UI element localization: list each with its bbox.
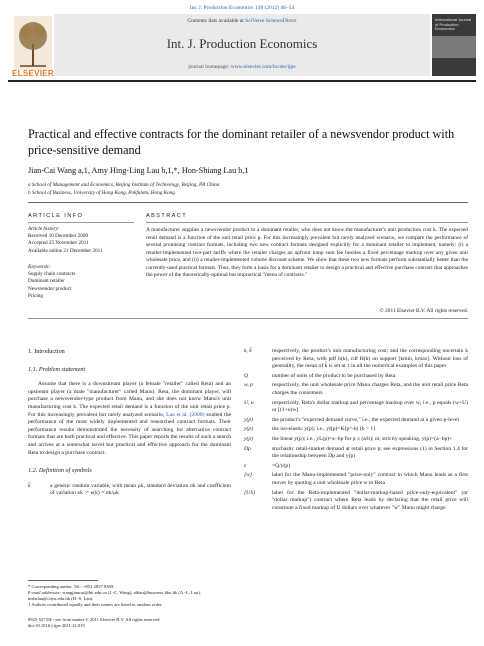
intro-text-b: studied the performance of the most widely implemented and researched contract formats. Their performance results demonstrated the necessity of searching for alternative contract formats that are both practical and effective. This paper reports the results of such a search and arrives at a somewhat novel but practical and effective approach for the dominant Reta to design a purchase contract. xyxy=(28,411,231,456)
symbol: k̃ xyxy=(28,482,31,489)
symbol-row xyxy=(28,483,231,498)
body-right-column xyxy=(244,348,468,514)
contents-prefix: Contents lists available at xyxy=(187,18,244,24)
citation-link[interactable]: Lau et al. (2008) xyxy=(166,411,205,418)
symbol-definition: respectively, Reta's dollar markup and percentage markup over w; i.e., p equals (w+U) or [(1+u)w] xyxy=(272,399,468,414)
subsection-heading-symbols: 1.2. Definition of symbols xyxy=(28,467,92,475)
email-note xyxy=(28,590,231,602)
symbol: y(p) xyxy=(244,435,254,442)
keyword: Dominant retailer xyxy=(28,278,65,285)
symbol-definition: the linear y(p); i.e., yL(p)=a−bp for p ≤ (a/b); or, strictly speaking, y(p)=(a−bp)+ xyxy=(272,435,453,442)
section-rule xyxy=(28,202,468,203)
symbol-definition: a generic random variable, with mean μk, standard deviation σk and coefficient of variation κk := κ(k) = σk/μk xyxy=(50,482,231,497)
copyright-notice: © 2011 Elsevier B.V. All rights reserved. xyxy=(379,308,468,314)
symbol-row xyxy=(244,446,468,461)
keywords xyxy=(28,264,134,300)
subsection-heading-problem: 1.1. Problem statement xyxy=(28,365,86,373)
intro-text-a: Assume that there is a downstream player (a female "retailer" called Reta) and an upstream player (a male "manufacturer" called Manu). Reta, the dominant player, will purchase a newsvendor-type product from Manu, and she does not know Manu's unit manufacturing cost k. The expected retail demand is a function of the unit retail price p. For this increasingly prevalent but rarely analyzed scenario, xyxy=(28,381,231,418)
symbol: [US] xyxy=(244,489,256,496)
header-rule xyxy=(8,80,476,82)
affiliation-b: b School of Business, University of Hong Kong, Pokfulam, Hong Kong xyxy=(28,189,175,196)
affiliation-a: a School of Management and Economics, Beijing Institute of Technology, Beijing, PR China xyxy=(28,182,220,188)
symbol-row xyxy=(244,382,468,397)
symbol-row xyxy=(244,472,468,487)
keyword: Pricing xyxy=(28,292,43,299)
body-rule xyxy=(28,318,468,319)
footnotes xyxy=(28,584,231,608)
equal-contribution-note: 1 Authors contributed equally and their names are listed in random order. xyxy=(28,602,163,607)
issn-doi xyxy=(28,617,258,629)
issn-line: 0925-5273/$ - see front matter © 2011 Elsevier B.V. All rights reserved. xyxy=(28,617,161,622)
symbol: Dp xyxy=(244,445,251,452)
symbol-row xyxy=(244,463,468,471)
symbol-definition: stochastic retail-market demand at retail price p; see expressions (1) in Section 1.4 for the relationship between Dp and y(p) xyxy=(272,445,468,460)
email-addresses: wangjiancai@bit.edu.cn (J.-C. Wang), ahlau@business.hku.hk (A.-L. Lau), mshslau@cityu.edu.hk (H.-S. Lau). xyxy=(28,590,201,601)
symbol: w, p xyxy=(244,382,253,389)
symbol-row xyxy=(244,400,468,415)
symbol: z xyxy=(244,462,247,469)
abstract-rule xyxy=(146,222,468,223)
contents-line xyxy=(54,18,430,24)
symbol-definition: number of units of the product to be purchased by Reta xyxy=(272,372,396,379)
cover-title: International Journal of Production Economics xyxy=(435,17,472,32)
symbol: [w] xyxy=(244,472,253,479)
article-history xyxy=(28,226,134,255)
symbol-row xyxy=(244,417,468,425)
history-accepted: Accepted 25 November 2011 xyxy=(28,240,89,247)
homepage-prefix: journal homepage: xyxy=(188,64,230,70)
author-list: Jian-Cai Wang a,1, Amy Hing-Ling Lau b,1,*, Hon-Shiang Lau b,1 xyxy=(28,166,249,175)
intro-paragraph xyxy=(28,381,231,457)
footnote-rule xyxy=(28,580,98,581)
journal-reference: Int. J. Production Economics 138 (2012) 46–54 xyxy=(189,5,295,11)
email-label: E-mail addresses: xyxy=(28,590,62,595)
history-received: Received 10 December 2009 xyxy=(28,233,89,240)
journal-homepage-link[interactable]: www.elsevier.com/locate/ijpe xyxy=(230,64,296,70)
publisher-name: ELSEVIER xyxy=(12,69,54,78)
symbol-row xyxy=(244,373,468,381)
cover-band xyxy=(432,36,476,58)
corresponding-author-note: * Corresponding author. Tel.: +852 2857 8369. xyxy=(28,584,115,589)
history-online: Available online 21 December 2011 xyxy=(28,247,103,254)
article-info-rule xyxy=(28,222,134,223)
symbol-row xyxy=(244,490,468,513)
symbol: y(p) xyxy=(244,426,254,433)
symbol: Q xyxy=(244,372,249,379)
symbol-definition: the product's "expected demand curve," i.e., the expected demand at a given p-level xyxy=(272,416,459,423)
sciencedirect-link[interactable]: SciVerse ScienceDirect xyxy=(245,18,297,24)
symbol: k, k̂ xyxy=(244,348,252,354)
keywords-label: Keywords: xyxy=(28,264,51,270)
section-heading-introduction: 1. Introduction xyxy=(28,348,65,355)
history-label: Article history: xyxy=(28,226,60,232)
journal-cover xyxy=(432,14,476,76)
doi-line[interactable]: doi:10.1016/j.ijpe.2011.12.019 xyxy=(28,623,85,628)
journal-title: Int. J. Production Economics xyxy=(166,36,318,51)
symbol-row xyxy=(244,436,468,444)
symbol-definition: the iso-elastic y(p); i.e., yI(p)=K(p^-b) (b > 1) xyxy=(272,426,376,433)
symbol-row xyxy=(244,426,468,434)
keyword: Supply chain contracts xyxy=(28,271,76,278)
symbol-definition: label for the Reta-implemented "dollar-markup-based price-only-equivalent" (or "dollar markup") contract where Reta leads by declaring that the retail price will constitute a fixed markup of U dollars over whatever "w" Manu might charge xyxy=(272,489,468,511)
symbol-definition: respectively, the product's unit manufacturing cost; and the corresponding uncertain k perceived by Reta, with pdf h(k), cdf H(k) on support [kmin, kmax]. Without loss of generality, the mean of k̂ is set at 1 in all the numerical examples of this paper xyxy=(272,348,468,370)
symbol: y(p) xyxy=(244,416,254,423)
article-title: Practical and effective contracts for the dominant retailer of a newsvendor product with price-sensitive demand xyxy=(28,127,455,157)
article-info-heading: ARTICLE INFO xyxy=(28,213,84,219)
symbol-row xyxy=(244,348,468,371)
body-left-column xyxy=(28,348,231,500)
elsevier-tree-logo xyxy=(14,16,52,70)
symbol-definition: =Q/y(p) xyxy=(272,462,291,469)
affiliations xyxy=(28,182,468,197)
symbol-definition: respectively, the unit wholesale price Manu charges Reta, and the unit retail price Reta charges the consumers xyxy=(272,382,468,396)
symbol: U, u xyxy=(244,399,254,406)
keyword: Newsvendor product xyxy=(28,285,72,292)
abstract-heading: ABSTRACT xyxy=(146,213,188,219)
homepage-line xyxy=(54,64,430,70)
symbol-definition: label for the Manu-implemented "price-only" contract in which Manu leads as a first mover by quoting a unit wholesale price w to Reta xyxy=(272,472,468,486)
abstract-text: A manufacturer supplies a newsvendor product to a dominant retailer, who does not know the manufacturer's unit production cost k. The expected retail demand is a function of the unit retail price p. For this increasingly prevalent but rarely analyzed scenario, we compare the performance of several promising contract formats, including two new contract formats designed explicitly for a dominant retailer to implement, namely: (i) a retailer-implemented two-part tariffs where the retailer charges an upfront lump sum fee besides a fixed percentage markup over any given unit wholesale price, and (ii) a retailer-implemented volume discount scheme. We show that these two new formats perform substantially better than the currently-used practical formats. Thus, they form a basis for a dominant retailer to design a practical and effective purchase contract that approaches the power of the theoretically-optimal but impractical "menu of contracts." xyxy=(146,227,468,279)
